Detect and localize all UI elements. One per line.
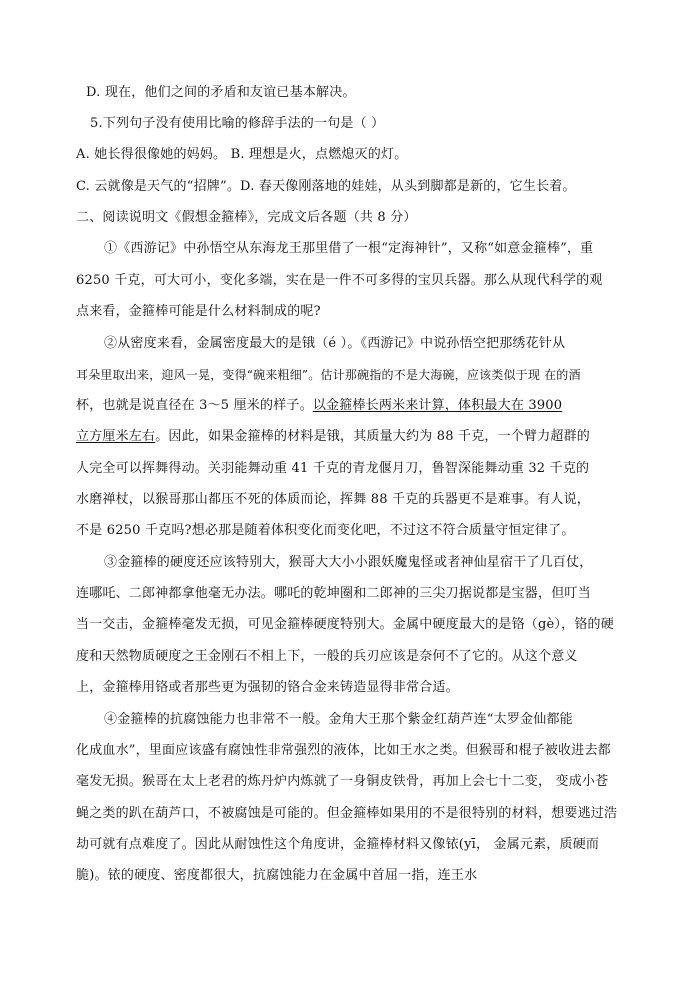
para1-line1: ①《西游记》中孙悟空从东海龙王那里借了一根“定海神针”，又称“如意金箍棒”，重	[104, 241, 594, 256]
para2-line1: ②从密度来看，金属密度最大的是锇（é ）。《西游记》中说孙悟空把那绣花针从	[104, 336, 566, 351]
para3-line1: ③金箍棒的硬度还应该特别大，猴哥大大小小跟妖魔鬼怪或者神仙星宿干了几百仗，	[104, 555, 593, 570]
options-cd-line: C. 云就像是天气的“招牌”。D. 春天像刚落地的娃娃，从头到脚都是新的，它生长着。	[76, 179, 576, 194]
para3-line2: 连哪吒、二郎神都拿他毫无办法。哪吒的乾坤圈和二郎神的三尖刀据说都是宝器，但叮当	[76, 586, 591, 601]
para2-line2: 耳朵里取出来，迎风一晃，变得“碗来粗细”。估计那碗指的不是大海碗，应该类似于现 在的酒	[76, 368, 581, 382]
options-ab-line: A. 她长得很像她的妈妈。 B. 理想是火，点燃熄灭的灯。	[76, 147, 408, 162]
para3-line4: 度和天然物质硬度之王金刚石不相上下，一般的兵刃应该是奈何不了它的。从这个意义	[76, 649, 578, 664]
underlined-sentence-part2: 立方厘米左右	[76, 429, 156, 444]
para3-line3: 当一交击，金箍棒毫发无损，可见金箍棒硬度特别大。金属中硬度最大的是铬（gè），铬的硬	[76, 617, 614, 632]
section-two-heading: 二、阅读说明文《假想金箍棒》，完成文后各题（共 8 分）	[76, 210, 417, 225]
para2-line5: 人完全可以挥舞得动。关羽能舞动重 41 千克的青龙偃月刀，鲁智深能舞动重 32 千克的	[76, 461, 590, 476]
para1-line2: 6250 千克，可大可小，变化多端，实在是一件不可多得的宝贝兵器。那么从现代科学的观	[76, 273, 603, 288]
para1-line3: 点来看，金箍棒可能是什么材料制成的呢?	[76, 304, 321, 319]
para2-line3-text: 杯，也就是说直径在 3～5 厘米的样子。	[76, 398, 313, 413]
para2-line7: 不是 6250 千克吗?想必那是随着体积变化而变化吧，不过这不符合质量守恒定律了。	[76, 523, 575, 538]
para4-line1: ④金箍棒的抗腐蚀能力也非常不一般。金角大王那个紫金红葫芦连“太罗金仙都能	[104, 712, 573, 727]
para4-line5: 劫可就有点难度了。因此从耐蚀性这个角度讲，金箍棒材料又像铱(yī， 金属元素，质硬而	[76, 837, 600, 852]
para4-line3: 毫发无损。猴哥在太上老君的炼丹炉内炼就了一身铜皮铁骨，再加上会七十二变， 变成小苍	[76, 774, 609, 789]
para2-line6: 水磨禅杖，以猴哥那山都压不死的体质而论，挥舞 88 千克的兵器更不是难事。有人说，	[76, 492, 591, 507]
para4-line2: 化成血水”，里面应该盛有腐蚀性非常强烈的液体，比如王水之类。但猴哥和棍子被收进去都	[76, 743, 611, 758]
para2-line3	[76, 396, 636, 418]
para3-line5: 上，金箍棒用铬或者那些更为强韧的铬合金来铸造显得非常合适。	[76, 680, 459, 695]
para2-line4	[76, 427, 636, 449]
para4-line6: 脆)。铱的硬度、密度都很大，抗腐蚀能力在金属中首屈一指，连王水	[76, 868, 478, 883]
underlined-sentence-part1: 以金箍棒长两米来计算，体积最大在 3900	[312, 398, 563, 413]
option-d-line: D. 现在，他们之间的矛盾和友谊已基本解决。	[86, 85, 356, 100]
para4-line4: 蝇之类的趴在葫芦口，不被腐蚀是可能的。但金箍棒如果用的不是很特别的材料，想要逃过浩	[76, 806, 618, 821]
para2-line4-text: 。因此，如果金箍棒的材料是锇，其质量大约为 88 千克，一个臂力超群的	[155, 429, 591, 444]
question-5-line: 5.下列句子没有使用比喻的修辞手法的一句是（ ）	[90, 116, 385, 131]
